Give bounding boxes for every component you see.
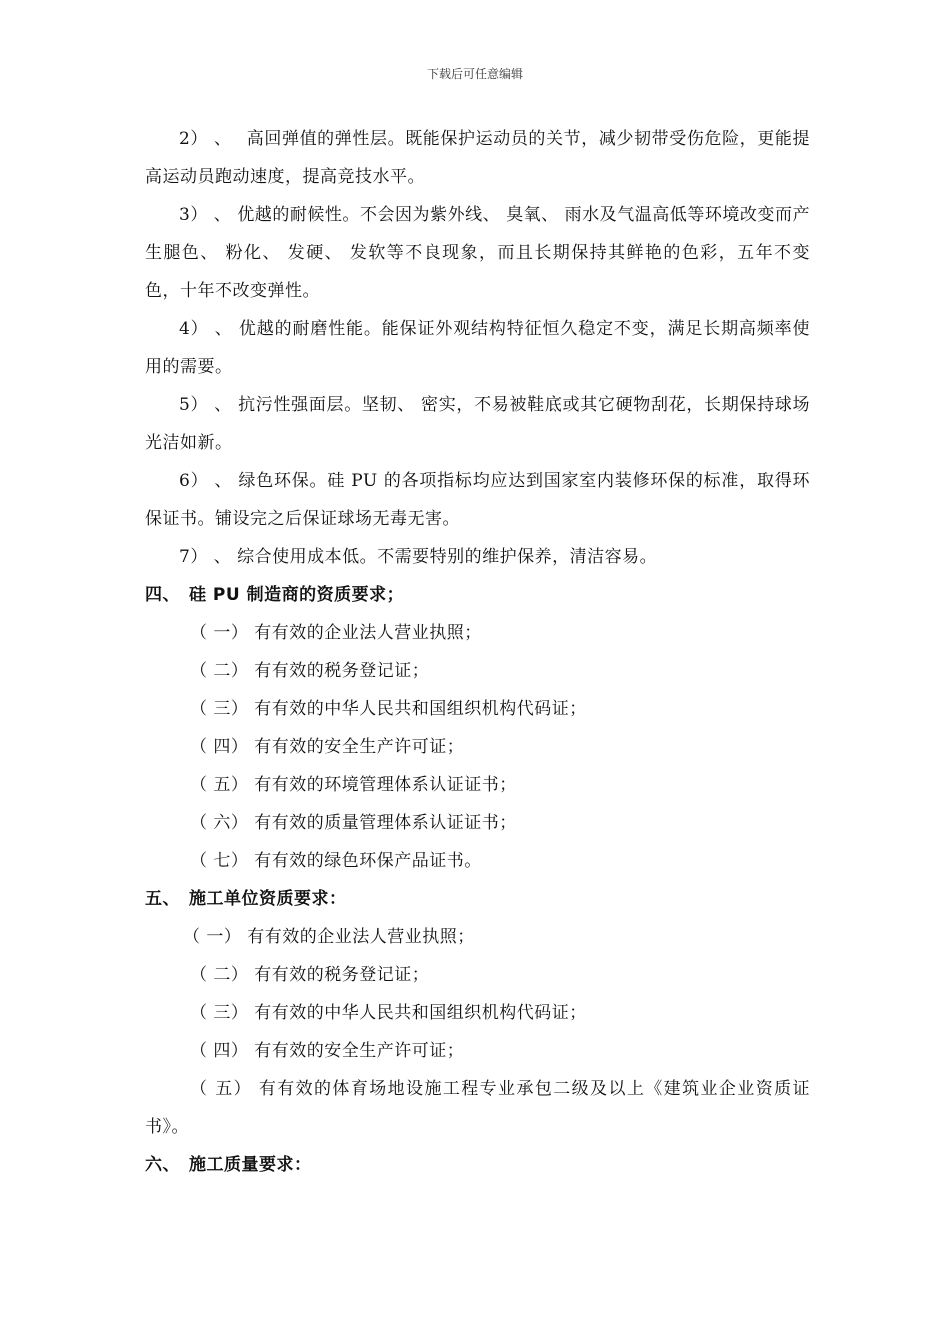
section-4-item: （ 七） 有有效的绿色环保产品证书。	[190, 851, 482, 871]
section-5-item: （ 五） 有有效的体育场地设施工程专业承包二级及以上《建筑业企业资质证书》。	[145, 1079, 810, 1137]
paragraph-item-3: 3） 、 优越的耐候性。不会因为紫外线、 臭氧、 雨水及气温高低等环境改变而产生腿色、 粉化、 发硬、 发软等不良现象，而且长期保持其鲜艳的色彩，五年不变色，十年不改变弹性。	[145, 205, 810, 301]
paragraph-item-2: 2） 、 高回弹值的弹性层。既能保护运动员的关节，减少韧带受伤危险，更能提高运动员跑动速度，提高竞技水平。	[145, 129, 810, 187]
section-4-item: （ 四） 有有效的安全生产许可证；	[190, 737, 465, 757]
section-5-item: （ 二） 有有效的税务登记证；	[190, 965, 430, 985]
paragraph-item-4: 4） 、 优越的耐磨性能。能保证外观结构特征恒久稳定不变，满足长期高频率使用的需要。	[145, 319, 810, 377]
paragraph-item-5: 5） 、 抗污性强面层。坚韧、 密实，不易被鞋底或其它硬物刮花，长期保持球场光洁如新。	[145, 395, 810, 453]
section-5-item: （ 四） 有有效的安全生产许可证；	[190, 1041, 465, 1061]
section-5-heading: 五、 施工单位资质要求：	[145, 889, 347, 909]
section-4-item: （ 三） 有有效的中华人民共和国组织机构代码证；	[190, 699, 587, 719]
section-4-item: （ 二） 有有效的税务登记证；	[190, 661, 430, 681]
section-5-item: （ 三） 有有效的中华人民共和国组织机构代码证；	[190, 1003, 587, 1023]
section-6-heading: 六、 施工质量要求：	[145, 1155, 312, 1175]
section-4-item: （ 五） 有有效的环境管理体系认证证书；	[190, 775, 517, 795]
section-4-item: （ 一） 有有效的企业法人营业执照；	[190, 623, 482, 643]
section-5-item: （ 一） 有有效的企业法人营业执照；	[183, 927, 475, 947]
page-header: 下载后可任意编辑	[426, 67, 523, 81]
paragraph-item-7: 7） 、 综合使用成本低。不需要特别的维护保养，清洁容易。	[179, 547, 658, 567]
paragraph-item-6: 6） 、 绿色环保。硅 PU 的各项指标均应达到国家室内装修环保的标准，取得环保证书。铺设完之后保证球场无毒无害。	[145, 471, 810, 529]
section-4-heading: 四、 硅 PU 制造商的资质要求；	[145, 585, 405, 605]
document-body	[145, 120, 810, 1184]
section-4-item: （ 六） 有有效的质量管理体系认证证书；	[190, 813, 517, 833]
